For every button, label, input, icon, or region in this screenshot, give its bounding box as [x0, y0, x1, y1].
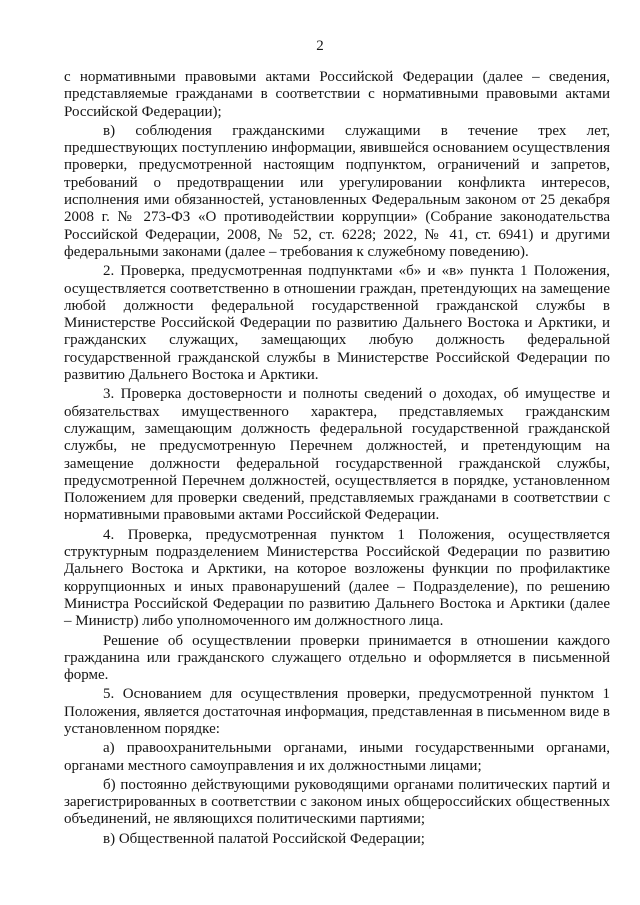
paragraph-5-subitem-a: а) правоохранительными органами, иными государственными органами, органами местного самоуправления и их должностными лицами; [64, 740, 610, 774]
document-body [64, 69, 610, 848]
paragraph-2: 2. Проверка, предусмотренная подпунктами «б» и «в» пункта 1 Положения, осуществляется соответственно в отношении граждан, претендующих на замещение любой должности федеральной государственной гражданской службы в Министерстве Российской Федерации по развитию Дальнего Востока и Арктики, и гражданских служащих, замещающих любую должность федеральной государственной гражданской службы в Министерстве Российской Федерации по развитию Дальнего Востока и Арктики. [64, 263, 610, 384]
paragraph-5-subitem-b: б) постоянно действующими руководящими органами политических партий и зарегистрированных в соответствии с законом иных общероссийских общественных объединений, не являющихся политическими партиями; [64, 776, 610, 828]
paragraph-5: 5. Основанием для осуществления проверки, предусмотренной пунктом 1 Положения, является достаточная информация, представленная в письменном виде в установленном порядке: [64, 686, 610, 737]
paragraph-4-decision: Решение об осуществлении проверки принимается в отношении каждого гражданина или гражданского служащего отдельно и оформляется в письменной форме. [64, 632, 610, 684]
paragraph-4: 4. Проверка, предусмотренная пунктом 1 Положения, осуществляется структурным подразделением Министерства Российской Федерации по развитию Дальнего Востока и Арктики, на которое возложены функции по профилактике коррупционных и иных правонарушений (далее – Подразделение), по решению Министра Российской Федерации по развитию Дальнего Востока и Арктики (далее – Министр) либо уполномоченного им должностного лица. [64, 526, 610, 630]
page-number: 2 [316, 38, 324, 54]
paragraph-5-subitem-v: в) Общественной палатой Российской Федерации; [103, 830, 425, 847]
paragraph-continuation: с нормативными правовыми актами Российской Федерации (далее – сведения, представляемые гражданами в соответствии с нормативными правовыми актами Российской Федерации); [64, 69, 610, 120]
paragraph-subitem-v: в) соблюдения гражданскими служащими в течение трех лет, предшествующих поступлению информации, явившейся основанием осуществления проверки, предусмотренной настоящим подпунктом, ограничений и запретов, требований о предотвращении или урегулировании конфликта интересов, исполнения ими обязанностей, установленных Федеральным законом от 25 декабря 2008 г. № 273-ФЗ «О противодействии коррупции» (Собрание законодательства Российской Федерации, 2008, № 52, ст. 6228; 2022, № 41, ст. 6941) и другими федеральными законами (далее – требования к служебному поведению). [64, 122, 610, 260]
paragraph-3: 3. Проверка достоверности и полноты сведений о доходах, об имуществе и обязательствах имущественного характера, представляемых гражданским служащим, замещающим должность федеральной государственной гражданской службы, не предусмотренную Перечнем должностей, и претендующим на замещение должности федеральной государственной гражданской службы, предусмотренной Перечнем должностей, осуществляется в порядке, установленном Положением для проверки сведений, представляемых гражданами в соответствии с нормативными правовыми актами Российской Федерации. [64, 386, 610, 524]
